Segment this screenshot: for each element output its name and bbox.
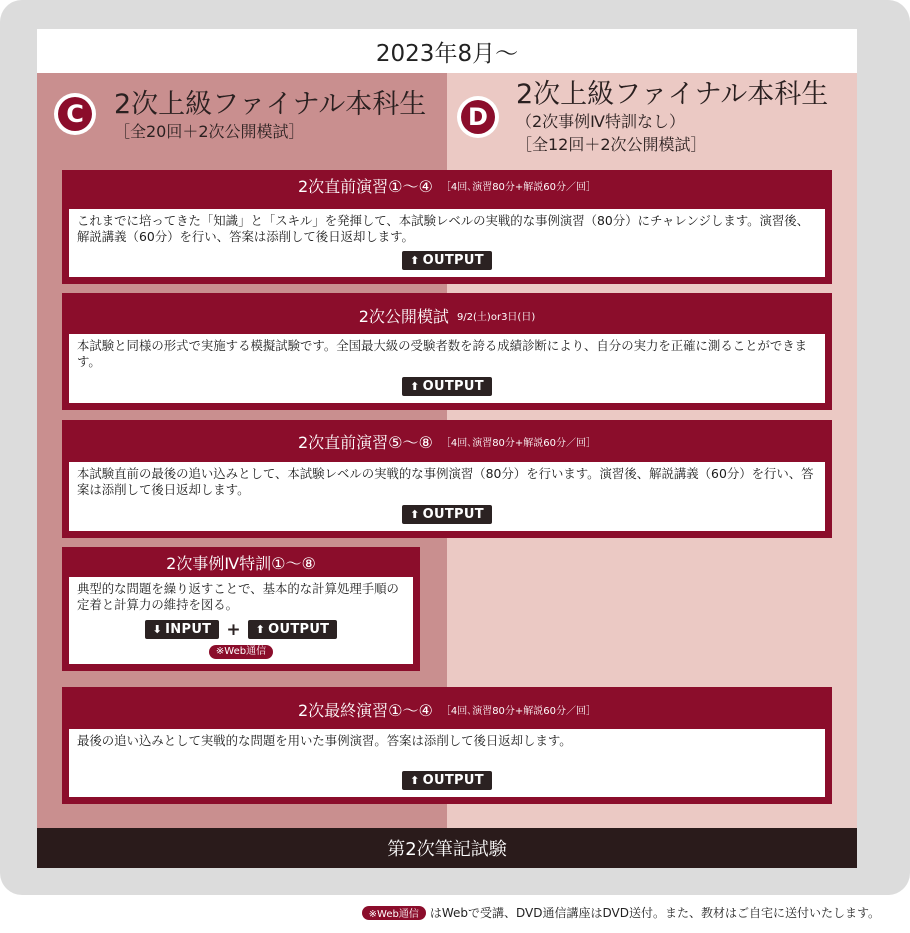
session-box (62, 293, 832, 410)
session-title: 2次事例Ⅳ特訓①～⑧ (166, 553, 316, 573)
course-d-subtitle-1: （2次事例Ⅳ特訓なし） (516, 112, 685, 131)
session-note: 9/2(土)or3日(日) (456, 311, 536, 323)
up-arrow-icon: ⬆ (410, 379, 420, 393)
session-box (62, 170, 832, 284)
web-badge: ※Web通信 (362, 906, 426, 920)
course-c-badge: C (54, 93, 96, 135)
web-row (69, 645, 413, 659)
session-body (69, 209, 825, 277)
up-arrow-icon: ⬆ (255, 622, 266, 636)
tag-row (69, 251, 825, 270)
session-body (69, 577, 413, 664)
special-session-box (62, 547, 420, 671)
session-body (69, 334, 825, 403)
session-description: これまでに培ってきた「知識」と「スキル」を発揮して、本試験レベルの実戦的な事例演習（80分）にチャレンジします。演習後、解説講義（60分）を行い、答案は添削して後日返却します。 (77, 213, 810, 244)
session-note: ［4回､演習80分+解説60分／回］ (440, 437, 597, 449)
session-header (62, 293, 832, 337)
plus-sign: + (226, 619, 241, 640)
course-c-title: 2次上級ファイナル本科生 (114, 89, 427, 120)
session-description: 典型的な問題を繰り返すことで、基本的な計算処理手順の定着と計算力の維持を図る。 (77, 581, 399, 612)
input-tag: ⬇ INPUT (145, 620, 220, 639)
session-body (69, 729, 825, 797)
output-tag: ⬆ OUTPUT (402, 771, 492, 790)
session-title: 2次公開模試 (358, 306, 449, 326)
session-title: 2次直前演習⑤～⑧ (297, 432, 433, 452)
exam-label: 第2次筆記試験 (387, 839, 507, 860)
output-tag: ⬆ OUTPUT (402, 251, 492, 270)
session-description: 本試験直前の最後の追い込みとして、本試験レベルの実戦的な事例演習（80分）を行います。演習後、解説講義（60分）を行い、答案は添削して後日返却します。 (77, 466, 814, 497)
session-box (62, 687, 832, 804)
session-header (62, 547, 420, 577)
session-body (69, 462, 825, 531)
output-tag: ⬆ OUTPUT (248, 620, 338, 639)
session-title: 2次最終演習①～④ (297, 700, 433, 720)
up-arrow-icon: ⬆ (410, 253, 420, 267)
tag-row (69, 505, 825, 524)
session-header (62, 170, 832, 201)
tag-row (69, 771, 825, 790)
output-tag: ⬆ OUTPUT (402, 505, 492, 524)
up-arrow-icon: ⬆ (410, 773, 420, 787)
course-d-badge: D (457, 96, 499, 138)
course-d-title: 2次上級ファイナル本科生 (516, 79, 829, 110)
course-d-subtitle-2: ［全12回＋2次公開模試］ (516, 135, 707, 154)
session-box (62, 420, 832, 538)
tag-row (69, 620, 413, 639)
session-note: ［4回､演習80分+解説60分／回］ (440, 705, 597, 717)
session-title: 2次直前演習①～④ (297, 177, 433, 196)
period-header (37, 29, 857, 73)
tag-row (69, 377, 825, 396)
session-header (62, 687, 832, 731)
down-arrow-icon: ⬇ (152, 622, 163, 636)
course-c-subtitle: ［全20回＋2次公開模試］ (114, 122, 305, 141)
web-badge: ※Web通信 (209, 645, 273, 659)
period-label: 2023年8月～ (375, 40, 519, 67)
session-header (62, 420, 832, 462)
output-tag: ⬆ OUTPUT (402, 377, 492, 396)
exam-bar (37, 828, 857, 868)
footnote-text: はWebで受講、DVD通信講座はDVD送付。また、教材はご自宅に送付いたします。 (429, 906, 880, 920)
session-description: 最後の追い込みとして実戦的な問題を用いた事例演習。答案は添削して後日返却します。 (77, 733, 572, 748)
up-arrow-icon: ⬆ (410, 507, 420, 521)
session-note: ［4回､演習80分+解説60分／回］ (440, 182, 597, 193)
footnote (362, 904, 880, 921)
session-description: 本試験と同様の形式で実施する模擬試験です。全国最大級の受験者数を誇る成績診断により、自分の実力を正確に測ることができます。 (77, 338, 808, 369)
